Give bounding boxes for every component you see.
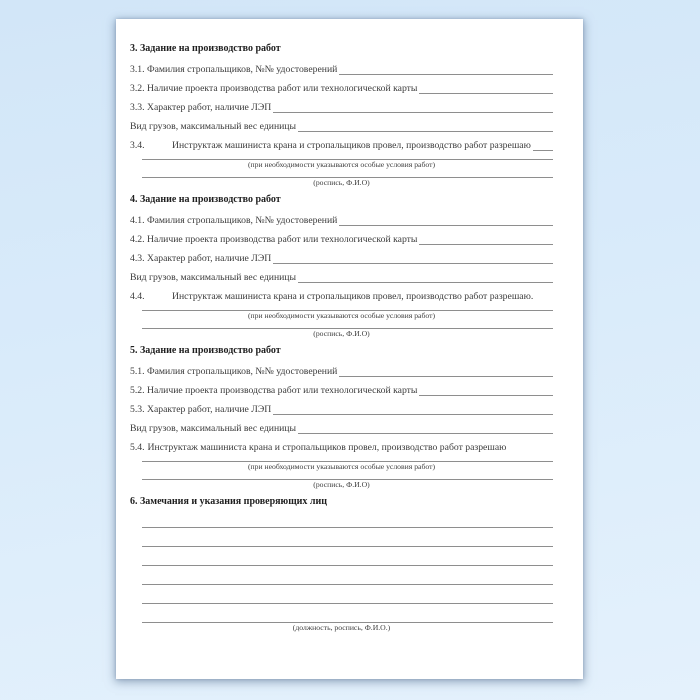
blank-underline bbox=[339, 223, 553, 226]
task-section-4 bbox=[130, 194, 553, 338]
signature-line-block bbox=[130, 479, 553, 489]
field-label: Вид грузов, максимальный вес единицы bbox=[130, 121, 297, 132]
field-label: Вид грузов, максимальный вес единицы bbox=[130, 272, 297, 283]
blank-underline bbox=[533, 148, 553, 151]
blank-underline bbox=[298, 129, 553, 132]
field-label: 3.2. Наличие проекта производства работ или технологической карты bbox=[130, 83, 418, 94]
blank-underline bbox=[339, 374, 553, 377]
blank-underline bbox=[273, 261, 553, 264]
blank-underline bbox=[142, 527, 553, 528]
instruction-text: Инструктаж машиниста крана и стропальщиков провел, производство работ разрешаю bbox=[147, 442, 507, 453]
blank-underline bbox=[142, 603, 553, 604]
instruction-text: Инструктаж машиниста крана и стропальщиков провел, производство работ разрешаю bbox=[172, 140, 531, 151]
remarks-blank-lines bbox=[130, 527, 553, 604]
blank-underline bbox=[142, 546, 553, 547]
blank-underline bbox=[273, 110, 553, 113]
form-field-row bbox=[130, 64, 553, 75]
clause-number: 5.4. bbox=[130, 442, 145, 453]
form-field-row bbox=[130, 272, 553, 283]
signature-line-block bbox=[130, 622, 553, 632]
line-caption: (при необходимости указываются особые условия работ) bbox=[247, 160, 436, 169]
form-field-row bbox=[130, 385, 553, 396]
form-field-row bbox=[130, 121, 553, 132]
instruction-row bbox=[130, 140, 553, 151]
form-field-row bbox=[130, 423, 553, 434]
clause-number: 3.4. bbox=[130, 140, 145, 151]
field-label: 4.2. Наличие проекта производства работ или технологической карты bbox=[130, 234, 418, 245]
instruction-row bbox=[130, 442, 553, 453]
line-caption: (роспись, Ф.И.О) bbox=[313, 178, 370, 187]
clause-number: 4.4. bbox=[130, 291, 145, 302]
form-field-row bbox=[130, 234, 553, 245]
section-heading: 4. Задание на производство работ bbox=[130, 194, 281, 205]
instruction-row bbox=[130, 291, 553, 302]
field-label: 3.3. Характер работ, наличие ЛЭП bbox=[130, 102, 272, 113]
remarks-section bbox=[130, 496, 553, 632]
form-field-row bbox=[130, 102, 553, 113]
form-field-row bbox=[130, 366, 553, 377]
field-label: Вид грузов, максимальный вес единицы bbox=[130, 423, 297, 434]
task-section-3 bbox=[130, 43, 553, 187]
signature-line-block bbox=[130, 159, 553, 169]
form-field-row bbox=[130, 215, 553, 226]
blank-underline bbox=[298, 280, 553, 283]
line-caption: (при необходимости указываются особые условия работ) bbox=[247, 462, 436, 471]
signature-line-block bbox=[130, 461, 553, 471]
section-heading: 5. Задание на производство работ bbox=[130, 345, 281, 356]
line-caption: (при необходимости указываются особые условия работ) bbox=[247, 311, 436, 320]
instruction-text: Инструктаж машиниста крана и стропальщиков провел, производство работ разрешаю. bbox=[172, 291, 534, 302]
section-heading: 3. Задание на производство работ bbox=[130, 43, 281, 54]
field-label: 5.2. Наличие проекта производства работ или технологической карты bbox=[130, 385, 418, 396]
form-field-row bbox=[130, 83, 553, 94]
field-label: 5.3. Характер работ, наличие ЛЭП bbox=[130, 404, 272, 415]
task-section-5 bbox=[130, 345, 553, 489]
signature-line-block bbox=[130, 328, 553, 338]
blank-underline bbox=[298, 431, 553, 434]
line-caption: (роспись, Ф.И.О) bbox=[313, 329, 370, 338]
blank-underline bbox=[419, 242, 553, 245]
form-field-row bbox=[130, 404, 553, 415]
blank-underline bbox=[142, 565, 553, 566]
section-heading: 6. Замечания и указания проверяющих лиц bbox=[130, 496, 328, 507]
field-label: 3.1. Фамилия стропальщиков, №№ удостоверений bbox=[130, 64, 338, 75]
document-page bbox=[116, 19, 583, 679]
blank-underline bbox=[273, 412, 553, 415]
field-label: 4.1. Фамилия стропальщиков, №№ удостоверений bbox=[130, 215, 338, 226]
field-label: 4.3. Характер работ, наличие ЛЭП bbox=[130, 253, 272, 264]
blank-underline bbox=[419, 91, 553, 94]
blank-underline bbox=[142, 584, 553, 585]
line-caption: (должность, роспись, Ф.И.О.) bbox=[292, 623, 391, 632]
blank-underline bbox=[339, 72, 553, 75]
line-caption: (роспись, Ф.И.О) bbox=[313, 480, 370, 489]
form-field-row bbox=[130, 253, 553, 264]
blank-underline bbox=[419, 393, 553, 396]
signature-line-block bbox=[130, 177, 553, 187]
field-label: 5.1. Фамилия стропальщиков, №№ удостоверений bbox=[130, 366, 338, 377]
signature-line-block bbox=[130, 310, 553, 320]
